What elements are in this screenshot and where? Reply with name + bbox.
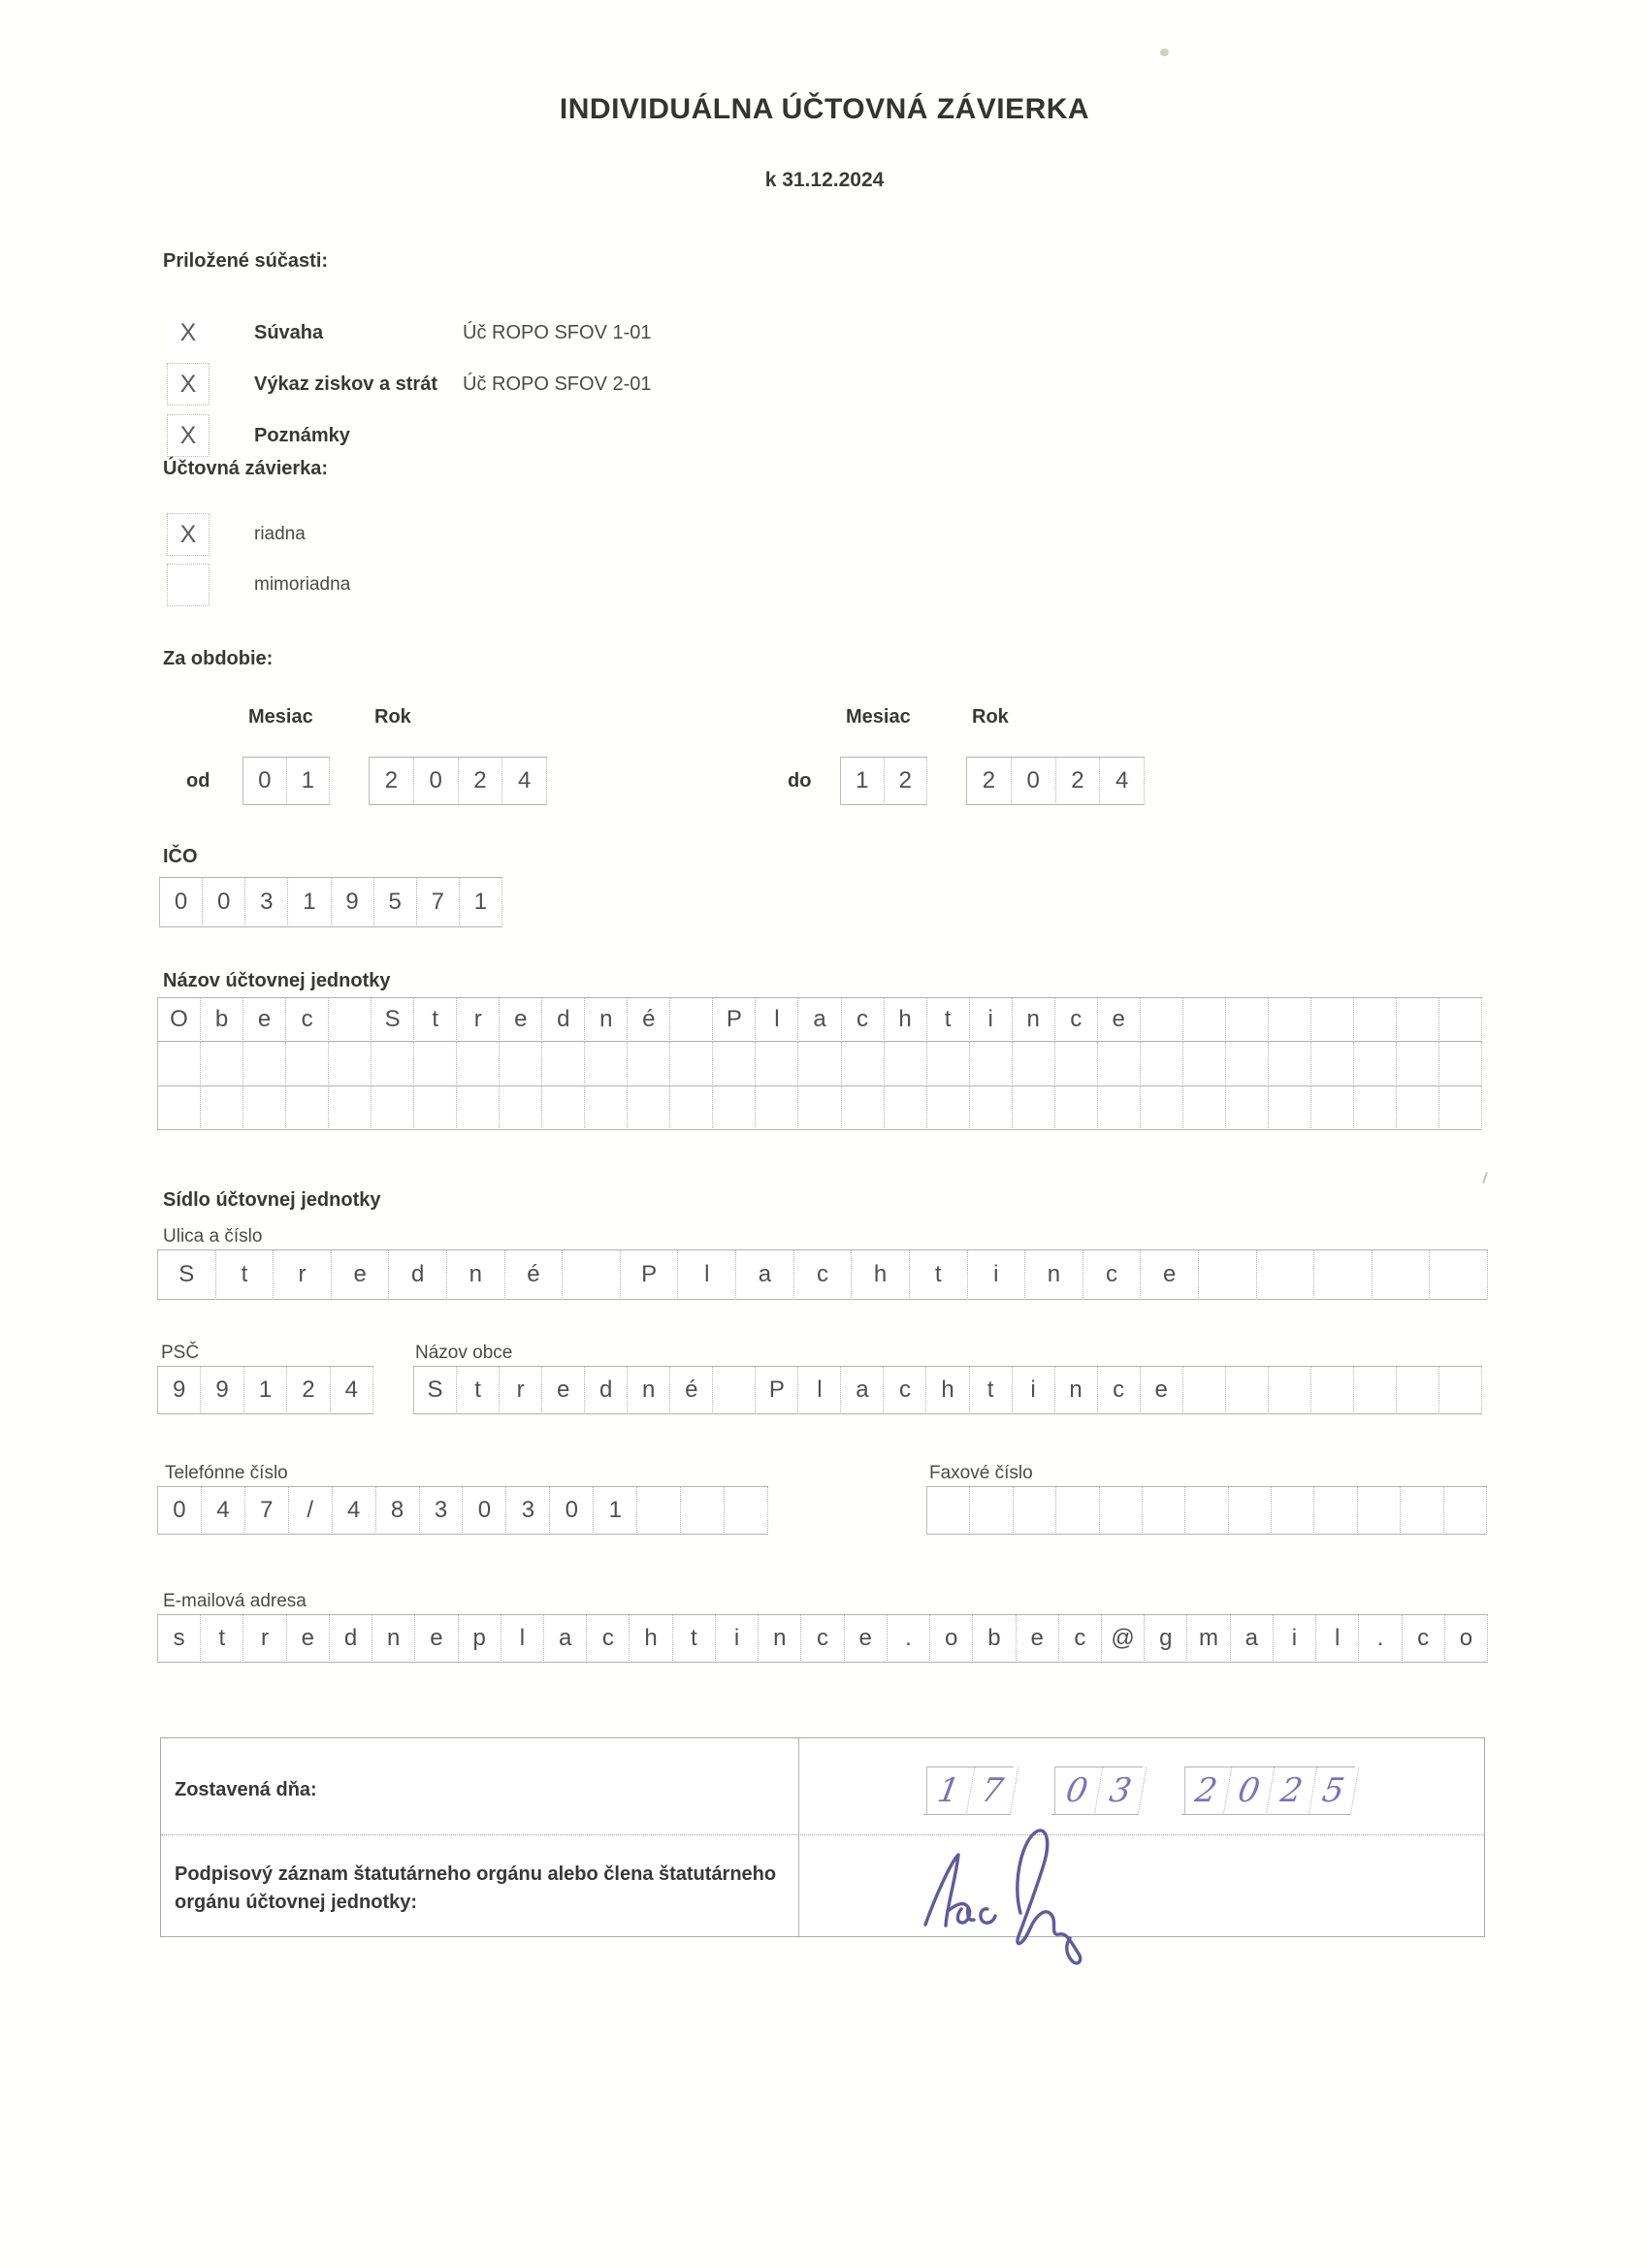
char-cell bbox=[286, 1042, 329, 1085]
char-cell: e bbox=[243, 998, 286, 1042]
char-cell: e bbox=[415, 1615, 458, 1663]
char-cell: c bbox=[286, 998, 329, 1042]
char-cell: r bbox=[243, 1615, 286, 1663]
char-cell: 0 bbox=[1223, 1767, 1274, 1815]
char-cell bbox=[1100, 1487, 1143, 1535]
char-cell bbox=[1401, 1487, 1443, 1535]
char-cell bbox=[1354, 1086, 1397, 1130]
char-cell bbox=[1430, 1250, 1488, 1300]
char-cell: g bbox=[1145, 1615, 1187, 1663]
attached-row-vykaz bbox=[167, 362, 652, 406]
char-cell bbox=[1269, 1086, 1311, 1130]
char-cell: . bbox=[1359, 1615, 1402, 1663]
char-cell: 7 bbox=[966, 1767, 1018, 1815]
char-cell: s bbox=[158, 1615, 201, 1663]
char-cell bbox=[842, 1042, 885, 1085]
char-cell bbox=[1056, 1487, 1099, 1535]
char-cell bbox=[585, 1042, 628, 1085]
char-cell bbox=[1439, 1042, 1482, 1085]
char-cell: 1 bbox=[841, 758, 885, 805]
char-cell: i bbox=[970, 998, 1013, 1042]
char-cell: e bbox=[1017, 1615, 1059, 1663]
char-cell: c bbox=[1098, 1367, 1141, 1414]
char-cell: r bbox=[457, 998, 500, 1042]
char-cell: c bbox=[1059, 1615, 1102, 1663]
street-grid bbox=[157, 1249, 1488, 1300]
char-cell: é bbox=[628, 998, 670, 1042]
char-cell: c bbox=[794, 1250, 853, 1300]
char-cell bbox=[1199, 1250, 1257, 1300]
period-label: Za obdobie: bbox=[163, 648, 274, 669]
char-cell: P bbox=[713, 998, 756, 1042]
char-cell: 7 bbox=[417, 878, 460, 927]
char-cell bbox=[1143, 1487, 1185, 1535]
char-cell: 1 bbox=[244, 1367, 287, 1414]
attached-label-poznamky: Poznámky bbox=[254, 424, 350, 446]
char-cell bbox=[414, 1042, 457, 1085]
town-label: Názov obce bbox=[415, 1343, 513, 1363]
compiled-date-day-grid bbox=[926, 1766, 1014, 1815]
from-month-grid bbox=[242, 757, 330, 805]
char-cell: 9 bbox=[332, 878, 374, 927]
town-grid bbox=[413, 1366, 1482, 1414]
page-title: INDIVIDUÁLNA ÚČTOVNÁ ZÁVIERKA bbox=[559, 93, 1090, 125]
char-cell bbox=[1397, 1042, 1439, 1085]
char-cell: 0 bbox=[158, 1487, 202, 1535]
char-cell bbox=[670, 1042, 713, 1085]
fax-label: Faxové číslo bbox=[929, 1463, 1033, 1483]
char-cell: e bbox=[287, 1615, 330, 1663]
char-cell: d bbox=[330, 1615, 372, 1663]
char-cell bbox=[1269, 1042, 1311, 1085]
char-cell bbox=[1439, 1367, 1482, 1414]
closing-type-label: Účtovná závierka: bbox=[163, 458, 329, 479]
char-cell: 4 bbox=[202, 1487, 245, 1535]
seat-label: Sídlo účtovnej jednotky bbox=[163, 1189, 381, 1211]
char-cell: c bbox=[842, 998, 885, 1042]
char-cell bbox=[1354, 998, 1397, 1042]
char-cell bbox=[414, 1086, 457, 1130]
checkbox-poznamky: X bbox=[167, 414, 210, 457]
char-cell: 2 bbox=[287, 1367, 330, 1414]
char-cell: S bbox=[158, 1250, 216, 1300]
char-cell bbox=[1226, 1086, 1269, 1130]
char-cell: c bbox=[1055, 998, 1098, 1042]
char-cell bbox=[542, 1042, 585, 1085]
char-cell bbox=[1226, 998, 1269, 1042]
char-cell: t bbox=[457, 1367, 500, 1414]
char-cell: 7 bbox=[245, 1487, 289, 1535]
char-cell: o bbox=[1445, 1615, 1488, 1663]
char-cell bbox=[1439, 1086, 1482, 1130]
from-year-grid bbox=[369, 757, 547, 805]
char-cell bbox=[372, 1042, 414, 1085]
scan-artifact-tick bbox=[1482, 1172, 1488, 1183]
char-cell: . bbox=[888, 1615, 930, 1663]
char-cell bbox=[1439, 998, 1482, 1042]
char-cell bbox=[1257, 1250, 1315, 1300]
char-cell bbox=[1226, 1367, 1269, 1414]
from-year-label: Rok bbox=[374, 706, 411, 728]
checkbox-mimoriadna bbox=[167, 564, 210, 606]
char-cell bbox=[670, 1086, 713, 1130]
char-cell: 3 bbox=[420, 1487, 464, 1535]
char-cell bbox=[1013, 1042, 1055, 1085]
char-cell: 0 bbox=[1012, 758, 1056, 805]
char-cell: S bbox=[414, 1367, 457, 1414]
char-cell: 0 bbox=[463, 1487, 506, 1535]
char-cell: n bbox=[585, 998, 628, 1042]
char-cell bbox=[970, 1487, 1013, 1535]
char-cell: 2 bbox=[1181, 1767, 1232, 1815]
char-cell: l bbox=[678, 1250, 736, 1300]
char-cell bbox=[1141, 1086, 1183, 1130]
char-cell: a bbox=[798, 998, 841, 1042]
char-cell: n bbox=[1025, 1250, 1083, 1300]
to-year-grid bbox=[966, 757, 1145, 805]
char-cell: n bbox=[372, 1615, 415, 1663]
char-cell: e bbox=[332, 1250, 390, 1300]
char-cell: i bbox=[1013, 1367, 1055, 1414]
char-cell: / bbox=[289, 1487, 333, 1535]
char-cell bbox=[1272, 1487, 1314, 1535]
char-cell bbox=[201, 1042, 243, 1085]
to-month-grid bbox=[840, 757, 927, 805]
char-cell: t bbox=[216, 1250, 275, 1300]
to-year-label: Rok bbox=[972, 706, 1009, 728]
char-cell bbox=[1013, 1086, 1055, 1130]
char-cell bbox=[457, 1042, 500, 1085]
char-cell bbox=[201, 1086, 243, 1130]
char-cell bbox=[1183, 1086, 1226, 1130]
char-cell: 2 bbox=[1266, 1767, 1316, 1815]
char-cell bbox=[1055, 1086, 1098, 1130]
char-cell bbox=[725, 1487, 768, 1535]
form-code-suvaha: Úč ROPO SFOV 1-01 bbox=[463, 321, 652, 343]
char-cell: e bbox=[1098, 998, 1141, 1042]
char-cell: n bbox=[1055, 1367, 1098, 1414]
checkbox-vykaz: X bbox=[167, 363, 210, 405]
char-cell: e bbox=[500, 998, 542, 1042]
char-cell bbox=[1226, 1042, 1269, 1085]
char-cell bbox=[1354, 1042, 1397, 1085]
char-cell bbox=[585, 1086, 628, 1130]
checkbox-riadna: X bbox=[167, 513, 210, 556]
footer-table-column-divider bbox=[798, 1738, 799, 1936]
char-cell bbox=[1098, 1086, 1141, 1130]
entity-name-grid bbox=[157, 997, 1482, 1130]
char-cell: @ bbox=[1102, 1615, 1145, 1663]
char-cell: h bbox=[885, 998, 927, 1042]
char-cell bbox=[1397, 1367, 1439, 1414]
char-cell: i bbox=[1274, 1615, 1316, 1663]
char-cell: h bbox=[630, 1615, 672, 1663]
char-cell: t bbox=[970, 1367, 1013, 1414]
char-cell: h bbox=[852, 1250, 910, 1300]
char-cell: 1 bbox=[594, 1487, 637, 1535]
char-cell bbox=[1311, 1367, 1354, 1414]
char-cell bbox=[329, 998, 372, 1042]
char-cell bbox=[798, 1086, 841, 1130]
char-cell bbox=[628, 1042, 670, 1085]
compiled-date-year-grid bbox=[1184, 1766, 1355, 1815]
ico-grid bbox=[159, 877, 502, 927]
char-cell: 1 bbox=[287, 758, 331, 805]
char-cell: l bbox=[756, 998, 798, 1042]
char-cell: é bbox=[670, 1367, 713, 1414]
phone-grid bbox=[157, 1486, 768, 1535]
char-cell: P bbox=[621, 1250, 679, 1300]
char-cell bbox=[927, 1042, 970, 1085]
char-cell bbox=[329, 1042, 372, 1085]
char-cell bbox=[637, 1487, 681, 1535]
char-cell: a bbox=[736, 1250, 794, 1300]
char-cell bbox=[1185, 1487, 1228, 1535]
char-cell bbox=[329, 1086, 372, 1130]
char-cell: l bbox=[798, 1367, 841, 1414]
form-code-vykaz: Úč ROPO SFOV 2-01 bbox=[463, 373, 652, 395]
char-cell: l bbox=[1316, 1615, 1359, 1663]
char-cell: é bbox=[505, 1250, 564, 1300]
char-cell: i bbox=[716, 1615, 759, 1663]
char-cell bbox=[158, 1086, 201, 1130]
char-cell bbox=[756, 1086, 798, 1130]
char-cell bbox=[756, 1042, 798, 1085]
char-cell: t bbox=[414, 998, 457, 1042]
char-cell: 4 bbox=[1100, 758, 1145, 805]
char-cell: 9 bbox=[201, 1367, 243, 1414]
char-cell: 1 bbox=[923, 1767, 975, 1815]
char-cell bbox=[1229, 1487, 1272, 1535]
char-cell bbox=[1311, 998, 1354, 1042]
email-label: E-mailová adresa bbox=[163, 1591, 307, 1611]
char-cell: c bbox=[884, 1367, 926, 1414]
char-cell: 0 bbox=[1051, 1767, 1104, 1815]
char-cell: l bbox=[501, 1615, 544, 1663]
char-cell: 2 bbox=[459, 758, 503, 805]
char-cell: a bbox=[841, 1367, 884, 1414]
char-cell bbox=[885, 1086, 927, 1130]
attached-row-suvaha bbox=[167, 310, 652, 355]
char-cell: 4 bbox=[502, 758, 547, 805]
char-cell: t bbox=[201, 1615, 243, 1663]
char-cell bbox=[158, 1042, 201, 1085]
char-cell bbox=[1358, 1487, 1401, 1535]
char-cell: 0 bbox=[203, 878, 245, 927]
compiled-date-label: Zostavená dňa: bbox=[175, 1779, 317, 1800]
page-subtitle: k 31.12.2024 bbox=[764, 169, 885, 191]
char-cell: 0 bbox=[414, 758, 459, 805]
char-cell bbox=[798, 1042, 841, 1085]
char-cell: O bbox=[158, 998, 201, 1042]
char-cell: a bbox=[1231, 1615, 1274, 1663]
from-month-label: Mesiac bbox=[248, 706, 313, 728]
attached-label-suvaha: Súvaha bbox=[254, 321, 324, 343]
email-grid bbox=[157, 1614, 1488, 1663]
char-cell: P bbox=[756, 1367, 798, 1414]
scan-artifact-dot bbox=[1160, 49, 1169, 56]
closing-row-riadna bbox=[167, 512, 306, 557]
char-cell bbox=[1055, 1042, 1098, 1085]
char-cell bbox=[1314, 1487, 1357, 1535]
char-cell: 4 bbox=[331, 1367, 373, 1414]
char-cell bbox=[1183, 1367, 1226, 1414]
closing-row-mimoriadna bbox=[167, 563, 350, 607]
to-label: do bbox=[788, 770, 812, 792]
char-cell: e bbox=[1141, 1367, 1183, 1414]
char-cell: b bbox=[973, 1615, 1016, 1663]
attached-label-vykaz: Výkaz ziskov a strát bbox=[254, 373, 437, 395]
char-cell bbox=[542, 1086, 585, 1130]
char-cell bbox=[372, 1086, 414, 1130]
char-cell bbox=[1014, 1487, 1056, 1535]
char-cell bbox=[927, 1086, 970, 1130]
char-cell: 3 bbox=[506, 1487, 550, 1535]
char-cell: i bbox=[968, 1250, 1026, 1300]
char-cell bbox=[1269, 998, 1311, 1042]
char-cell: d bbox=[585, 1367, 628, 1414]
char-cell: 2 bbox=[885, 758, 928, 805]
char-cell bbox=[628, 1086, 670, 1130]
char-cell bbox=[1098, 1042, 1141, 1085]
char-cell: 0 bbox=[160, 878, 203, 927]
char-cell: r bbox=[274, 1250, 332, 1300]
signature-statement-label: Podpisový záznam štatutárneho orgánu alebo člena štatutárneho orgánu účtovnej jednotky: bbox=[175, 1863, 777, 1913]
char-cell bbox=[243, 1086, 286, 1130]
char-cell bbox=[670, 998, 713, 1042]
char-cell: 2 bbox=[1056, 758, 1101, 805]
char-cell bbox=[970, 1042, 1013, 1085]
char-cell bbox=[1397, 1086, 1439, 1130]
char-cell: 9 bbox=[158, 1367, 201, 1414]
char-cell bbox=[1141, 998, 1183, 1042]
attached-parts-label: Priložené súčasti: bbox=[163, 250, 329, 272]
char-cell bbox=[500, 1086, 542, 1130]
char-cell: e bbox=[1141, 1250, 1199, 1300]
char-cell: n bbox=[447, 1250, 505, 1300]
char-cell: r bbox=[500, 1367, 542, 1414]
closing-label-riadna: riadna bbox=[254, 524, 306, 544]
to-month-label: Mesiac bbox=[846, 706, 911, 728]
char-cell: 3 bbox=[245, 878, 288, 927]
char-cell: n bbox=[1013, 998, 1055, 1042]
char-cell: e bbox=[845, 1615, 888, 1663]
char-cell: 1 bbox=[460, 878, 502, 927]
char-cell bbox=[842, 1086, 885, 1130]
char-cell bbox=[970, 1086, 1013, 1130]
char-cell: p bbox=[459, 1615, 501, 1663]
char-cell bbox=[1311, 1086, 1354, 1130]
char-cell bbox=[1314, 1250, 1373, 1300]
fax-grid bbox=[926, 1486, 1487, 1535]
char-cell: 5 bbox=[374, 878, 417, 927]
char-cell: 1 bbox=[288, 878, 331, 927]
char-cell bbox=[1269, 1367, 1311, 1414]
psc-grid bbox=[157, 1366, 373, 1414]
char-cell bbox=[1183, 1042, 1226, 1085]
char-cell: t bbox=[927, 998, 970, 1042]
char-cell: b bbox=[201, 998, 243, 1042]
char-cell: n bbox=[759, 1615, 801, 1663]
char-cell: t bbox=[910, 1250, 968, 1300]
char-cell: c bbox=[1403, 1615, 1445, 1663]
checkbox-suvaha: X bbox=[167, 311, 210, 354]
char-cell: o bbox=[930, 1615, 973, 1663]
signature bbox=[912, 1826, 1145, 1961]
char-cell: d bbox=[542, 998, 585, 1042]
char-cell: 8 bbox=[376, 1487, 420, 1535]
char-cell: S bbox=[372, 998, 414, 1042]
street-label: Ulica a číslo bbox=[163, 1226, 263, 1247]
compiled-date-month-grid bbox=[1054, 1766, 1143, 1815]
char-cell bbox=[927, 1487, 970, 1535]
char-cell: c bbox=[1083, 1250, 1142, 1300]
char-cell: a bbox=[544, 1615, 587, 1663]
char-cell bbox=[1373, 1250, 1431, 1300]
char-cell bbox=[713, 1086, 756, 1130]
entity-name-label: Názov účtovnej jednotky bbox=[163, 970, 391, 991]
char-cell bbox=[457, 1086, 500, 1130]
psc-label: PSČ bbox=[161, 1343, 200, 1363]
char-cell: m bbox=[1187, 1615, 1230, 1663]
char-cell bbox=[243, 1042, 286, 1085]
char-cell bbox=[1183, 998, 1226, 1042]
char-cell: 5 bbox=[1309, 1767, 1359, 1815]
char-cell bbox=[1141, 1042, 1183, 1085]
from-label: od bbox=[186, 770, 210, 792]
char-cell bbox=[1444, 1487, 1487, 1535]
attached-row-poznamky bbox=[167, 413, 463, 458]
char-cell bbox=[286, 1086, 329, 1130]
char-cell: t bbox=[673, 1615, 716, 1663]
char-cell bbox=[713, 1367, 756, 1414]
char-cell: 2 bbox=[967, 758, 1012, 805]
char-cell bbox=[1311, 1042, 1354, 1085]
char-cell: 2 bbox=[370, 758, 414, 805]
char-cell: c bbox=[801, 1615, 844, 1663]
char-cell: d bbox=[389, 1250, 447, 1300]
char-cell: c bbox=[587, 1615, 630, 1663]
char-cell bbox=[1354, 1367, 1397, 1414]
char-cell bbox=[681, 1487, 725, 1535]
char-cell bbox=[1397, 998, 1439, 1042]
char-cell: 4 bbox=[333, 1487, 376, 1535]
char-cell bbox=[713, 1042, 756, 1085]
char-cell: 3 bbox=[1095, 1767, 1148, 1815]
footer-table-row-divider bbox=[161, 1834, 1484, 1835]
phone-label: Telefónne číslo bbox=[165, 1463, 288, 1483]
closing-label-mimoriadna: mimoriadna bbox=[254, 574, 351, 595]
char-cell: n bbox=[628, 1367, 670, 1414]
char-cell: 0 bbox=[550, 1487, 594, 1535]
char-cell bbox=[500, 1042, 542, 1085]
char-cell: 0 bbox=[243, 758, 287, 805]
char-cell: h bbox=[926, 1367, 969, 1414]
char-cell bbox=[563, 1250, 621, 1300]
ico-label: IČO bbox=[163, 846, 198, 867]
char-cell bbox=[885, 1042, 927, 1085]
char-cell: e bbox=[542, 1367, 585, 1414]
